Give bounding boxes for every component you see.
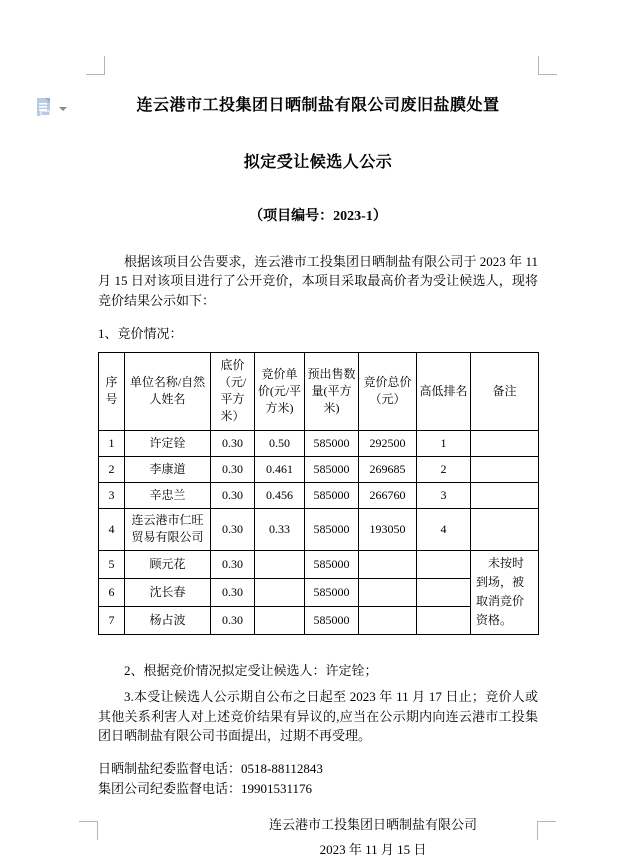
text-boundary-corner-top-left xyxy=(86,56,105,75)
table-cell: 585000 xyxy=(305,508,359,550)
contact-line-2: 集团公司纪委监督电话：19901531176 xyxy=(98,780,313,796)
table-cell: 0.30 xyxy=(211,578,255,606)
text-boundary-corner-top-right xyxy=(538,56,557,75)
table-cell: 辛忠兰 xyxy=(125,482,211,508)
table-cell xyxy=(255,606,305,634)
table-cell: 许定铨 xyxy=(125,430,211,456)
table-row xyxy=(99,456,539,482)
table-row xyxy=(99,430,539,456)
table-cell xyxy=(471,430,539,456)
table-cell: 0.30 xyxy=(211,508,255,550)
table-cell xyxy=(255,578,305,606)
table-cell: 585000 xyxy=(305,550,359,578)
table-cell: 0.33 xyxy=(255,508,305,550)
chevron-down-icon[interactable] xyxy=(59,107,67,111)
table-cell: 0.50 xyxy=(255,430,305,456)
contact-line-1: 日晒制盐纪委监督电话：0518-88112843 xyxy=(98,760,323,776)
header-cell-remark: 备注 xyxy=(471,352,539,430)
table-cell: 5 xyxy=(99,550,125,578)
table-cell: 0.456 xyxy=(255,482,305,508)
table-cell: 1 xyxy=(417,430,471,456)
table-cell: 0.30 xyxy=(211,606,255,634)
remark-merged-cell: 未按时到场，被取消竞价资格。 xyxy=(471,550,539,634)
bid-table xyxy=(98,352,539,635)
header-cell-quantity: 预出售数量(平方米) xyxy=(305,352,359,430)
table-cell: 3 xyxy=(99,482,125,508)
table-cell xyxy=(359,606,417,634)
table-cell: 0.30 xyxy=(211,430,255,456)
table-cell xyxy=(255,550,305,578)
table-cell: 李康道 xyxy=(125,456,211,482)
table-row xyxy=(99,482,539,508)
table-cell: 0.30 xyxy=(211,482,255,508)
table-cell xyxy=(471,456,539,482)
table-cell: 266760 xyxy=(359,482,417,508)
table-cell xyxy=(417,550,471,578)
intro-paragraph: 根据该项目公告要求，连云港市工投集团日晒制盐有限公司于 2023 年 11 月 15 日对该项目进行了公开竞价，本项目采取最高价者为受让候选人，现将竞价结果公示如下： xyxy=(98,253,538,308)
table-cell: 4 xyxy=(417,508,471,550)
page-title: 连云港市工投集团日晒制盐有限公司废旧盐膜处置 xyxy=(136,97,500,114)
header-cell-total: 竞价总价（元） xyxy=(359,352,417,430)
table-cell xyxy=(359,578,417,606)
table-cell: 2 xyxy=(417,456,471,482)
table-cell xyxy=(417,578,471,606)
table-cell: 585000 xyxy=(305,456,359,482)
table-cell: 585000 xyxy=(305,430,359,456)
table-cell xyxy=(471,482,539,508)
table-cell: 2 xyxy=(99,456,125,482)
table-row xyxy=(99,550,539,578)
table-cell xyxy=(417,606,471,634)
table-cell: 3 xyxy=(417,482,471,508)
table-cell: 0.461 xyxy=(255,456,305,482)
header-cell-base: 底价（元/平方米） xyxy=(211,352,255,430)
table-cell: 顾元花 xyxy=(125,550,211,578)
table-cell: 0.30 xyxy=(211,550,255,578)
header-cell-name: 单位名称/自然人姓名 xyxy=(125,352,211,430)
signature-date: 2023 年 11 月 15 日 xyxy=(319,841,427,857)
table-cell: 6 xyxy=(99,578,125,606)
table-cell: 269685 xyxy=(359,456,417,482)
paste-options-icon xyxy=(35,97,55,119)
table-cell: 杨占波 xyxy=(125,606,211,634)
signature-block xyxy=(173,812,573,862)
table-cell: 585000 xyxy=(305,578,359,606)
table-cell: 1 xyxy=(99,430,125,456)
header-cell-seq: 序号 xyxy=(99,352,125,430)
section-1-heading: 1、竞价情况： xyxy=(98,326,183,341)
bid-table-body xyxy=(99,430,539,634)
table-row xyxy=(99,508,539,550)
signature-company: 连云港市工投集团日晒制盐有限公司 xyxy=(268,816,477,832)
table-cell xyxy=(471,508,539,550)
header-cell-unit: 竞价单价(元/平方米) xyxy=(255,352,305,430)
document-content xyxy=(98,75,538,862)
paragraph-2: 2、根据竞价情况拟定受让候选人：许定铨； xyxy=(124,662,378,678)
header-cell-rank: 高低排名 xyxy=(417,352,471,430)
table-cell: 连云港市仁旺贸易有限公司 xyxy=(125,508,211,550)
table-cell: 193050 xyxy=(359,508,417,550)
project-number: （项目编号：2023-1） xyxy=(249,209,387,224)
page-subtitle: 拟定受让候选人公示 xyxy=(243,154,393,171)
paragraph-3: 3.本受让候选人公示期自公布之日起至 2023 年 11 月 17 日止；竞价人或其他关系利害人对上述竞价结果有异议的,应当在公示期内向连云港市工投集团日晒制盐有限公司书面提出，过期不再受理。 xyxy=(98,689,538,743)
table-cell: 4 xyxy=(99,508,125,550)
table-cell: 585000 xyxy=(305,606,359,634)
table-cell: 7 xyxy=(99,606,125,634)
text-boundary-corner-bottom-left xyxy=(79,821,98,840)
table-cell: 0.30 xyxy=(211,456,255,482)
table-cell: 292500 xyxy=(359,430,417,456)
table-header-row xyxy=(99,352,539,430)
table-cell: 585000 xyxy=(305,482,359,508)
table-cell: 沈长春 xyxy=(125,578,211,606)
table-cell xyxy=(359,550,417,578)
paste-options-button[interactable] xyxy=(35,95,73,121)
